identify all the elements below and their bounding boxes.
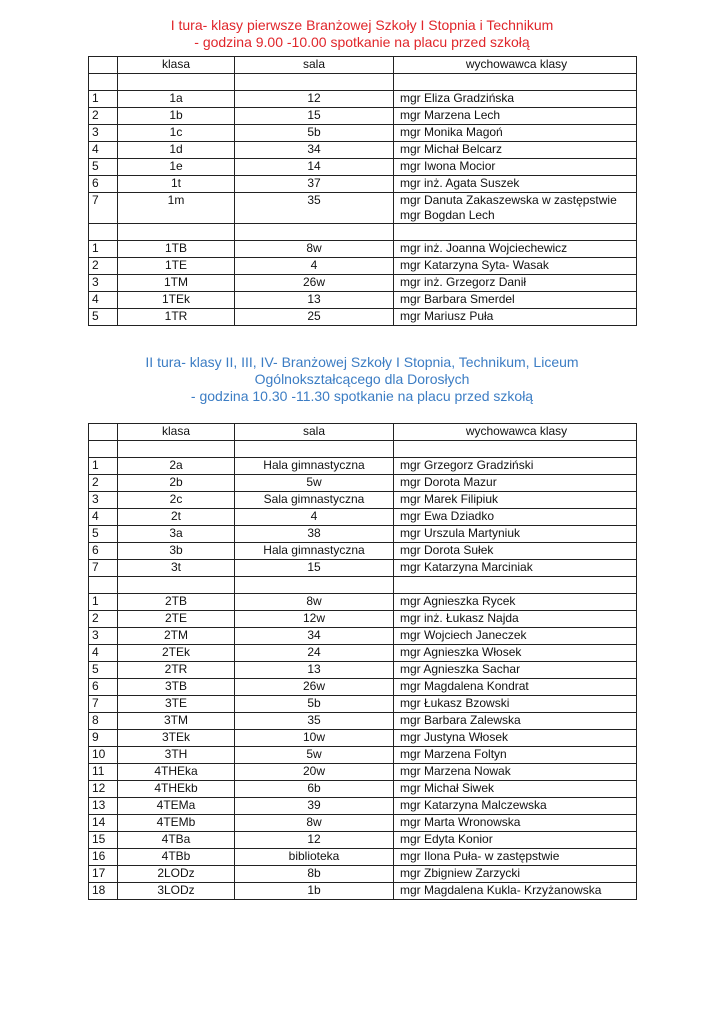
row-number: 1 (89, 594, 118, 611)
row-sala: 34 (235, 628, 394, 645)
row-sala: Sala gimnastyczna (235, 492, 394, 509)
row-sala: biblioteka (235, 849, 394, 866)
row-klasa: 3TH (118, 747, 235, 764)
row-klasa: 2TB (118, 594, 235, 611)
row-klasa: 1m (118, 193, 235, 224)
row-klasa: 4TEMa (118, 798, 235, 815)
spacer-row (89, 441, 637, 458)
row-number: 12 (89, 781, 118, 798)
table-header-row (89, 424, 637, 441)
row-wychowawca: mgr Magdalena Kukla- Krzyżanowska (394, 883, 637, 900)
row-sala: 38 (235, 526, 394, 543)
row-klasa: 2TR (118, 662, 235, 679)
spacer-row (89, 577, 637, 594)
table-row (89, 730, 637, 747)
table-row (89, 292, 637, 309)
row-wychowawca: mgr Agnieszka Włosek (394, 645, 637, 662)
row-wychowawca: mgr Agnieszka Sachar (394, 662, 637, 679)
section2-table (88, 423, 637, 900)
row-wychowawca: mgr Wojciech Janeczek (394, 628, 637, 645)
section1-title-line1: I tura- klasy pierwsze Branżowej Szkoły I Stopnia i Technikum (170, 17, 554, 33)
row-klasa: 4TBa (118, 832, 235, 849)
row-sala: Hala gimnastyczna (235, 458, 394, 475)
row-number: 2 (89, 475, 118, 492)
row-number: 7 (89, 193, 118, 224)
row-number: 3 (89, 125, 118, 142)
row-wychowawca: mgr Magdalena Kondrat (394, 679, 637, 696)
row-number: 7 (89, 696, 118, 713)
row-klasa: 1c (118, 125, 235, 142)
row-klasa: 2TEk (118, 645, 235, 662)
row-klasa: 2b (118, 475, 235, 492)
row-klasa: 1TM (118, 275, 235, 292)
section2-title-line3: - godzina 10.30 -11.30 spotkanie na placu przed szkołą (190, 388, 534, 404)
row-sala: 35 (235, 713, 394, 730)
empty-cell (89, 441, 118, 458)
section1-body (89, 74, 637, 326)
table-row (89, 594, 637, 611)
row-number: 3 (89, 628, 118, 645)
empty-cell (118, 74, 235, 91)
row-wychowawca: mgr inż. Łukasz Najda (394, 611, 637, 628)
row-number: 8 (89, 713, 118, 730)
row-wychowawca: mgr Marek Filipiuk (394, 492, 637, 509)
row-klasa: 3TB (118, 679, 235, 696)
row-number: 4 (89, 292, 118, 309)
row-number: 17 (89, 866, 118, 883)
row-number: 9 (89, 730, 118, 747)
empty-cell (235, 441, 394, 458)
row-sala: 8w (235, 815, 394, 832)
table-row (89, 475, 637, 492)
table-row (89, 108, 637, 125)
row-wychowawca: mgr inż. Joanna Wojciechewicz (394, 241, 637, 258)
table-row (89, 275, 637, 292)
row-wychowawca: mgr Michał Belcarz (394, 142, 637, 159)
empty-cell (118, 441, 235, 458)
row-wychowawca: mgr Dorota Sułek (394, 543, 637, 560)
table-row (89, 176, 637, 193)
row-wychowawca: mgr Katarzyna Malczewska (394, 798, 637, 815)
row-klasa: 3a (118, 526, 235, 543)
row-sala: 12w (235, 611, 394, 628)
row-sala: 34 (235, 142, 394, 159)
row-wychowawca: mgr Agnieszka Rycek (394, 594, 637, 611)
row-sala: 4 (235, 258, 394, 275)
row-sala: 4 (235, 509, 394, 526)
row-sala: 39 (235, 798, 394, 815)
table-row (89, 883, 637, 900)
table-row (89, 125, 637, 142)
table-row (89, 543, 637, 560)
row-number: 10 (89, 747, 118, 764)
row-number: 14 (89, 815, 118, 832)
header-number (89, 57, 118, 74)
row-number: 5 (89, 526, 118, 543)
row-sala: 5w (235, 475, 394, 492)
row-wychowawca: mgr Zbigniew Zarzycki (394, 866, 637, 883)
row-sala: 12 (235, 91, 394, 108)
empty-cell (89, 577, 118, 594)
row-klasa: 3TE (118, 696, 235, 713)
section1-title-line2: - godzina 9.00 -10.00 spotkanie na placu przed szkołą (194, 34, 530, 50)
empty-cell (118, 577, 235, 594)
table-row (89, 815, 637, 832)
row-sala: 35 (235, 193, 394, 224)
table-row (89, 747, 637, 764)
row-klasa: 3TM (118, 713, 235, 730)
table-row (89, 628, 637, 645)
row-wychowawca: mgr Iwona Mocior (394, 159, 637, 176)
table-row (89, 159, 637, 176)
row-wychowawca: mgr Łukasz Bzowski (394, 696, 637, 713)
row-klasa: 1t (118, 176, 235, 193)
empty-cell (394, 74, 637, 91)
empty-cell (118, 224, 235, 241)
row-number: 5 (89, 662, 118, 679)
row-sala: 10w (235, 730, 394, 747)
row-wychowawca: mgr Grzegorz Gradziński (394, 458, 637, 475)
row-sala: 8w (235, 241, 394, 258)
table-row (89, 849, 637, 866)
empty-cell (235, 224, 394, 241)
row-wychowawca: mgr Monika Magoń (394, 125, 637, 142)
table-row (89, 193, 637, 224)
table-row (89, 611, 637, 628)
row-number: 6 (89, 176, 118, 193)
header-wychowawca: wychowawca klasy (394, 424, 637, 441)
row-wychowawca: mgr Barbara Smerdel (394, 292, 637, 309)
table-header-row (89, 57, 637, 74)
row-wychowawca: mgr Katarzyna Marciniak (394, 560, 637, 577)
empty-cell (394, 224, 637, 241)
empty-cell (89, 224, 118, 241)
table-row (89, 662, 637, 679)
row-sala: Hala gimnastyczna (235, 543, 394, 560)
row-number: 3 (89, 492, 118, 509)
row-wychowawca: mgr Marzena Lech (394, 108, 637, 125)
row-sala: 25 (235, 309, 394, 326)
row-wychowawca: mgr Dorota Mazur (394, 475, 637, 492)
row-sala: 5w (235, 747, 394, 764)
section2-heading (60, 354, 664, 405)
spacer-row (89, 224, 637, 241)
row-klasa: 2c (118, 492, 235, 509)
row-number: 11 (89, 764, 118, 781)
row-klasa: 1b (118, 108, 235, 125)
row-sala: 14 (235, 159, 394, 176)
table-row (89, 679, 637, 696)
row-klasa: 4THEkb (118, 781, 235, 798)
row-wychowawca: mgr Michał Siwek (394, 781, 637, 798)
table-row (89, 866, 637, 883)
table-row (89, 832, 637, 849)
table-row (89, 91, 637, 108)
row-klasa: 4TEMb (118, 815, 235, 832)
table-row (89, 713, 637, 730)
table-row (89, 509, 637, 526)
row-wychowawca: mgr Eliza Gradzińska (394, 91, 637, 108)
table-row (89, 309, 637, 326)
row-sala: 8w (235, 594, 394, 611)
row-number: 18 (89, 883, 118, 900)
row-sala: 1b (235, 883, 394, 900)
row-klasa: 1d (118, 142, 235, 159)
row-number: 2 (89, 258, 118, 275)
row-number: 1 (89, 458, 118, 475)
row-sala: 20w (235, 764, 394, 781)
row-number: 2 (89, 108, 118, 125)
row-number: 16 (89, 849, 118, 866)
row-number: 1 (89, 91, 118, 108)
row-sala: 5b (235, 696, 394, 713)
row-wychowawca: mgr Katarzyna Syta- Wasak (394, 258, 637, 275)
empty-cell (89, 74, 118, 91)
header-wychowawca: wychowawca klasy (394, 57, 637, 74)
row-number: 4 (89, 645, 118, 662)
table-row (89, 526, 637, 543)
row-klasa: 1TB (118, 241, 235, 258)
header-number (89, 424, 118, 441)
header-klasa: klasa (118, 424, 235, 441)
row-wychowawca: mgr Marzena Foltyn (394, 747, 637, 764)
header-klasa: klasa (118, 57, 235, 74)
section2-title-line1: II tura- klasy II, III, IV- Branżowej Szkoły I Stopnia, Technikum, Liceum (145, 354, 579, 370)
table-row (89, 241, 637, 258)
row-klasa: 3b (118, 543, 235, 560)
header-sala: sala (235, 424, 394, 441)
row-number: 1 (89, 241, 118, 258)
row-klasa: 2t (118, 509, 235, 526)
row-number: 7 (89, 560, 118, 577)
row-wychowawca: mgr inż. Agata Suszek (394, 176, 637, 193)
row-klasa: 3TEk (118, 730, 235, 747)
row-klasa: 4TBb (118, 849, 235, 866)
row-sala: 26w (235, 679, 394, 696)
empty-cell (394, 441, 637, 458)
row-klasa: 1a (118, 91, 235, 108)
row-wychowawca: mgr Ewa Dziadko (394, 509, 637, 526)
table-row (89, 458, 637, 475)
spacer-row (89, 74, 637, 91)
row-sala: 26w (235, 275, 394, 292)
section2-body (89, 441, 637, 900)
row-sala: 37 (235, 176, 394, 193)
row-number: 2 (89, 611, 118, 628)
row-klasa: 1TEk (118, 292, 235, 309)
empty-cell (235, 74, 394, 91)
row-sala: 12 (235, 832, 394, 849)
row-number: 3 (89, 275, 118, 292)
row-wychowawca: mgr Marzena Nowak (394, 764, 637, 781)
table-row (89, 492, 637, 509)
table-row (89, 764, 637, 781)
row-klasa: 2LODz (118, 866, 235, 883)
row-sala: 8b (235, 866, 394, 883)
table-row (89, 142, 637, 159)
empty-cell (235, 577, 394, 594)
row-wychowawca: mgr Danuta Zakaszewska w zastępstwie mgr Bogdan Lech (394, 193, 637, 224)
row-klasa: 2TM (118, 628, 235, 645)
section1-heading (60, 17, 664, 51)
row-sala: 13 (235, 292, 394, 309)
table-row (89, 258, 637, 275)
section2-title-line2: Ogólnokształcącego dla Dorosłych (254, 371, 470, 387)
row-klasa: 3t (118, 560, 235, 577)
row-wychowawca: mgr Justyna Włosek (394, 730, 637, 747)
row-sala: 15 (235, 560, 394, 577)
row-wychowawca: mgr Edyta Konior (394, 832, 637, 849)
section1-table (88, 56, 637, 326)
row-wychowawca: mgr Mariusz Puła (394, 309, 637, 326)
row-number: 4 (89, 142, 118, 159)
row-sala: 5b (235, 125, 394, 142)
row-sala: 24 (235, 645, 394, 662)
row-klasa: 2a (118, 458, 235, 475)
table-row (89, 645, 637, 662)
row-klasa: 1TR (118, 309, 235, 326)
row-number: 13 (89, 798, 118, 815)
row-number: 6 (89, 543, 118, 560)
row-sala: 13 (235, 662, 394, 679)
row-wychowawca: mgr inż. Grzegorz Danił (394, 275, 637, 292)
row-klasa: 2TE (118, 611, 235, 628)
row-number: 5 (89, 309, 118, 326)
table-row (89, 560, 637, 577)
row-sala: 6b (235, 781, 394, 798)
row-wychowawca: mgr Marta Wronowska (394, 815, 637, 832)
row-number: 6 (89, 679, 118, 696)
row-number: 15 (89, 832, 118, 849)
row-wychowawca: mgr Barbara Zalewska (394, 713, 637, 730)
row-klasa: 3LODz (118, 883, 235, 900)
row-number: 4 (89, 509, 118, 526)
empty-cell (394, 577, 637, 594)
row-wychowawca: mgr Ilona Puła- w zastępstwie (394, 849, 637, 866)
table-row (89, 696, 637, 713)
table-row (89, 781, 637, 798)
header-sala: sala (235, 57, 394, 74)
row-klasa: 4THEka (118, 764, 235, 781)
row-number: 5 (89, 159, 118, 176)
row-klasa: 1TE (118, 258, 235, 275)
row-klasa: 1e (118, 159, 235, 176)
table-row (89, 798, 637, 815)
row-wychowawca: mgr Urszula Martyniuk (394, 526, 637, 543)
row-sala: 15 (235, 108, 394, 125)
